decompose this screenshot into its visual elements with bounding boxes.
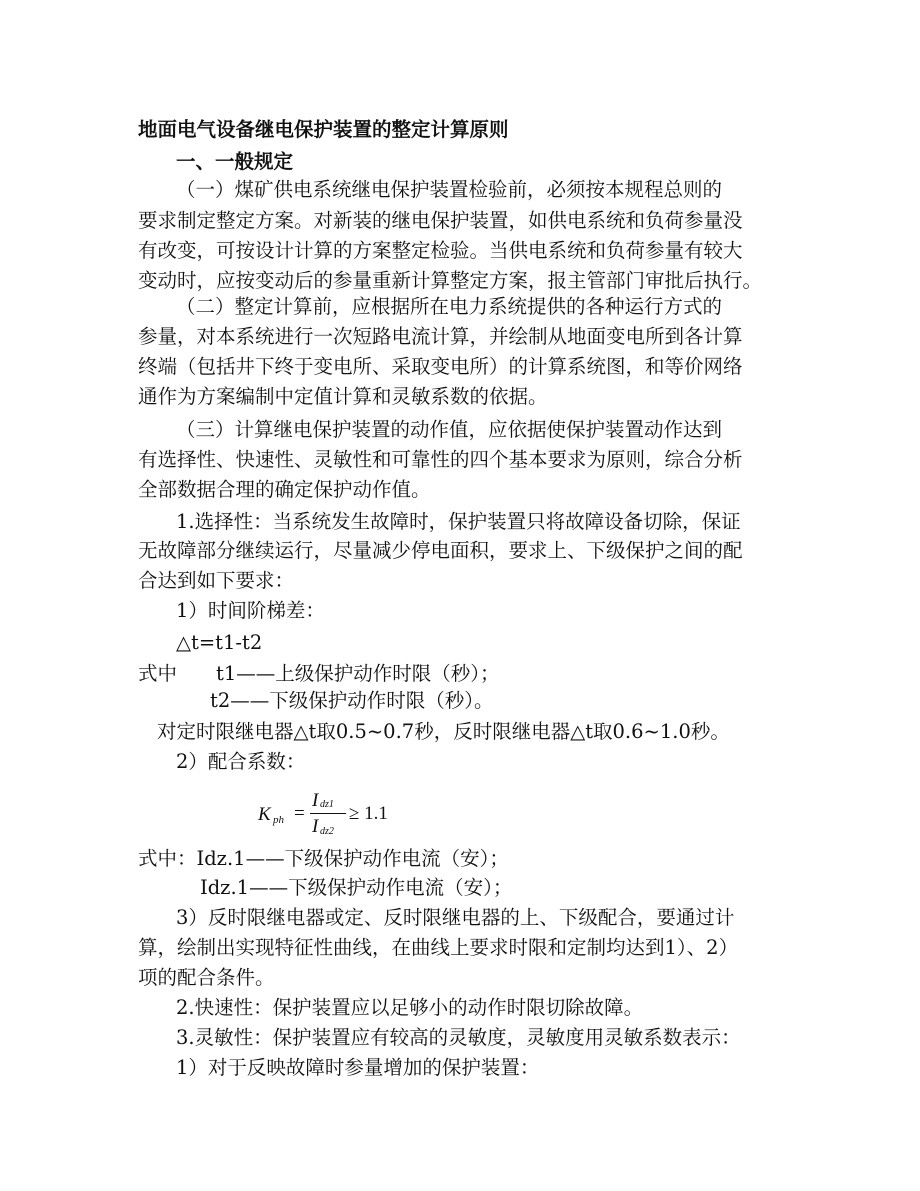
formula-legend: 式中：Idz.1——下级保护动作电流（安）； <box>138 847 509 870</box>
formula-equals: = <box>294 803 305 824</box>
document-title: 地面电气设备继电保护装置的整定计算原则 <box>138 118 509 141</box>
paragraph-line: 全部数据合理的确定保护动作值。 <box>138 478 431 501</box>
paragraph-line: 通作为方案编制中定值计算和灵敏系数的依据。 <box>138 385 548 408</box>
formula-legend: t2——下级保护动作时限（秒）。 <box>210 689 494 712</box>
fraction-bar <box>310 813 346 814</box>
paragraph-line: 项的配合条件。 <box>138 966 275 989</box>
paragraph-line: （二）整定计算前，应根据所在电力系统提供的各种运行方式的 <box>176 295 723 318</box>
note-line: 对定时限继电器△t取0.5~0.7秒，反时限继电器△t取0.6~1.0秒。 <box>157 720 730 743</box>
paragraph-line: 合达到如下要求： <box>138 569 295 592</box>
formula-legend: 式中 t1——上级保护动作时限（秒）； <box>138 662 500 685</box>
formula-numerator-subscript: dz1 <box>320 799 334 810</box>
list-item: 1）对于反映故障时参量增加的保护装置： <box>176 1056 540 1079</box>
paragraph-line: 3.灵敏性：保护装置应有较高的灵敏度，灵敏度用灵敏系数表示： <box>176 1026 741 1049</box>
list-item: 1）时间阶梯差： <box>176 599 325 622</box>
paragraph-line: 无故障部分继续运行，尽量减少停电面积，要求上、下级保护之间的配 <box>138 539 743 562</box>
paragraph-line: 有选择性、快速性、灵敏性和可靠性的四个基本要求为原则，综合分析 <box>138 448 743 471</box>
formula-legend: Idz.1——下级保护动作电流（安）； <box>200 876 513 899</box>
paragraph-line: 2.快速性：保护装置应以足够小的动作时限切除故障。 <box>176 996 644 1019</box>
paragraph-line: （一）煤矿供电系统继电保护装置检验前，必须按本规程总则的 <box>176 178 723 201</box>
paragraph-line: 变动时，应按变动后的参量重新计算整定方案，报主管部门审批后执行。 <box>138 269 763 292</box>
formula-numerator: I <box>312 790 319 811</box>
paragraph-line: 终端（包括井下终于变电所、采取变电所）的计算系统图，和等价网络 <box>138 355 743 378</box>
list-item: 2）配合系数： <box>176 750 306 773</box>
paragraph-line: 参量，对本系统进行一次短路电流计算，并绘制从地面变电所到各计算 <box>138 325 743 348</box>
formula-text: △t=t1-t2 <box>176 631 263 654</box>
paragraph-line: 算，绘制出实现特征性曲线，在曲线上要求时限和定制均达到1）、2） <box>138 936 739 959</box>
formula-denominator-subscript: dz2 <box>320 826 334 837</box>
paragraph-line: （三）计算继电保护装置的动作值，应依据使保护装置动作达到 <box>176 418 723 441</box>
paragraph-line: 3）反时限继电器或定、反时限继电器的上、下级配合，要通过计 <box>176 906 735 929</box>
paragraph-line: 1.选择性：当系统发生故障时，保护装置只将故障设备切除，保证 <box>176 510 741 533</box>
formula-k-subscript: ph <box>273 814 284 826</box>
section-heading: 一、一般规定 <box>176 150 294 173</box>
coordination-coefficient-formula <box>254 786 414 842</box>
formula-denominator: I <box>312 816 319 837</box>
formula-k: K <box>258 804 271 825</box>
formula-rhs: ≥ 1.1 <box>349 803 388 824</box>
paragraph-line: 要求制定整定方案。对新装的继电保护装置，如供电系统和负荷参量没 <box>138 209 743 232</box>
paragraph-line: 有改变，可按设计计算的方案整定检验。当供电系统和负荷参量有较大 <box>138 239 743 262</box>
